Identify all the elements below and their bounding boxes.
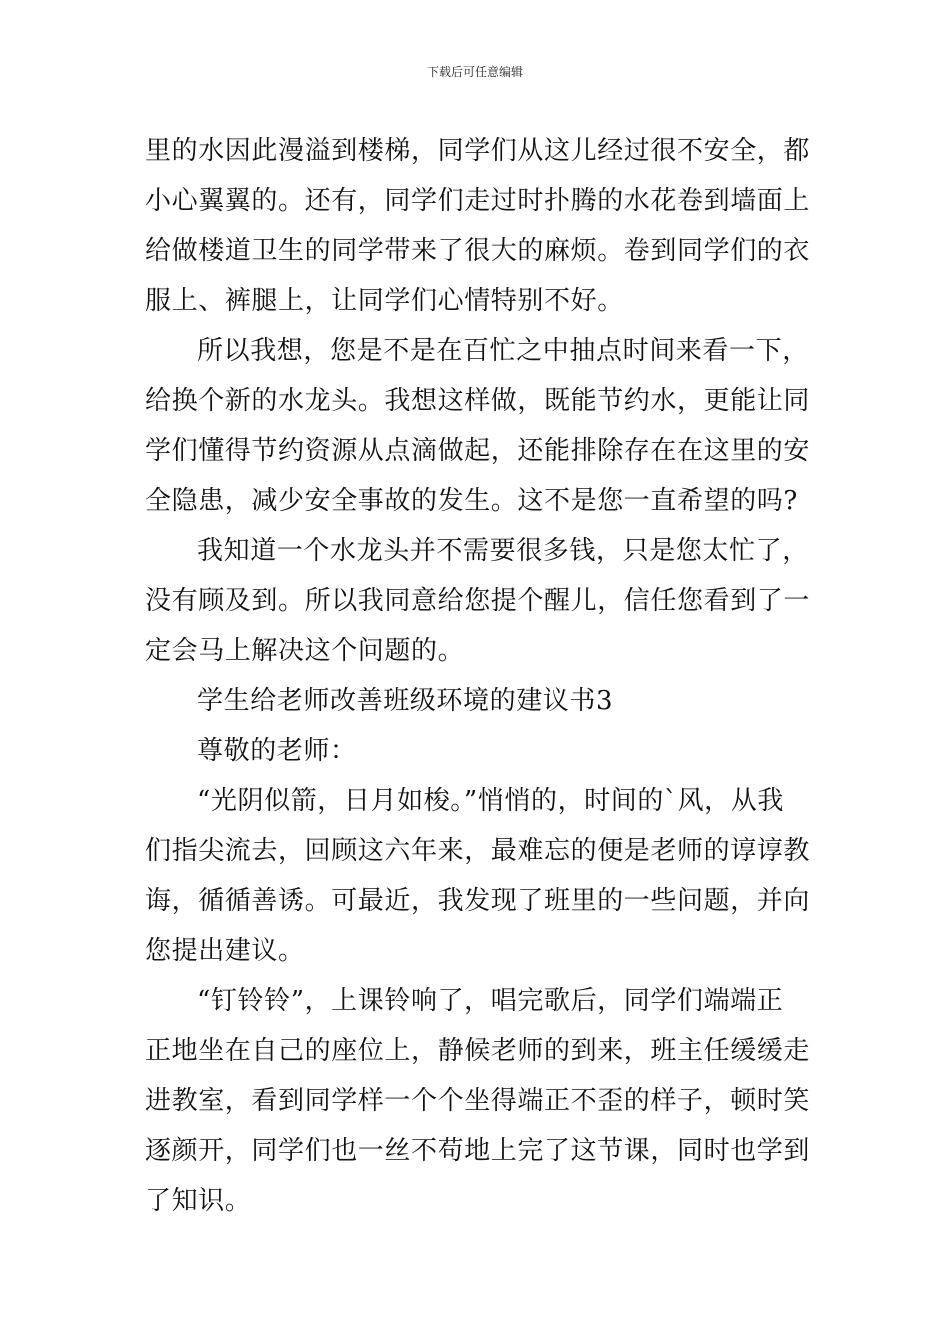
paragraph-line: 我知道一个水龙头并不需要很多钱，只是您太忙了， [197,536,809,566]
paragraph-line: 全隐患，减少安全事故的发生。这不是您一直希望的吗? [145,486,798,516]
paragraph-line: 服上、裤腿上，让同学们心情特别不好。 [145,286,624,316]
paragraph-line: 您提出建议。 [145,936,305,966]
paragraph-line: 给做楼道卫生的同学带来了很大的麻烦。卷到同学们的衣 [145,236,811,266]
document-body [145,126,809,1226]
paragraph-line: 给换个新的水龙头。我想这样做，既能节约水，更能让同 [145,386,811,416]
paragraph-line: 们指尖流去，回顾这六年来，最难忘的便是老师的谆谆教 [145,836,811,866]
paragraph-line: 了知识。 [145,1186,252,1216]
paragraph-line: 诲，循循善诱。可最近，我发现了班里的一些问题，并向 [145,886,811,916]
paragraph-line: 定会马上解决这个问题的。 [145,636,465,666]
paragraph-line: 逐颜开，同学们也一丝不苟地上完了这节课，同时也学到 [145,1136,811,1166]
paragraph-line: 里的水因此漫溢到楼梯，同学们从这儿经过很不安全，都 [145,136,811,166]
paragraph-line: 进教室，看到同学样一个个坐得端正不歪的样子，顿时笑 [145,1086,811,1116]
page-header: 下载后可任意编辑 [426,65,523,79]
salutation: 尊敬的老师： [197,736,357,766]
paragraph-line: 正地坐在自己的座位上，静候老师的到来，班主任缓缓走 [145,1036,811,1066]
paragraph-line: “钉铃铃”，上课铃响了，唱完歌后，同学们端端正 [197,986,784,1016]
section-title: 学生给老师改善班级环境的建议书3 [197,686,614,716]
paragraph-line: 所以我想，您是不是在百忙之中抽点时间来看一下， [197,336,809,366]
paragraph-line: 学们懂得节约资源从点滴做起，还能排除存在在这里的安 [145,436,811,466]
paragraph-line: 没有顾及到。所以我同意给您提个醒儿，信任您看到了一 [145,586,811,616]
paragraph-line: 小心翼翼的。还有，同学们走过时扑腾的水花卷到墙面上 [145,186,811,216]
paragraph-line: “光阴似箭，日月如梭。”悄悄的，时间的`风，从我 [197,786,784,816]
